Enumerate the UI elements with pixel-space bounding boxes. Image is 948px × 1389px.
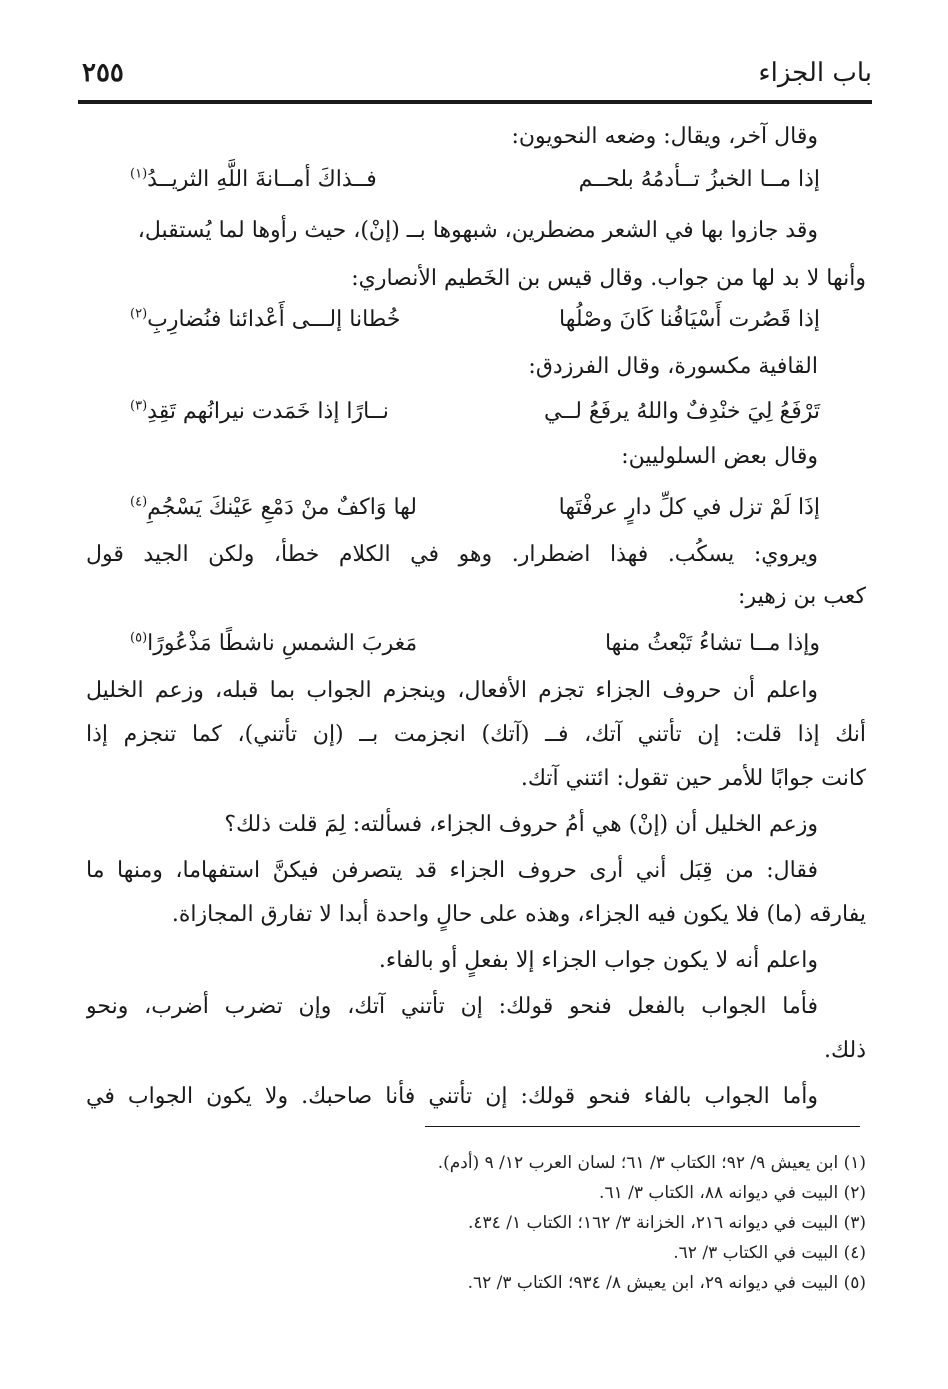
verse-second-text: خُطانا إلـــى أَعْدائنا فنُضارِبِ bbox=[147, 307, 401, 332]
chapter-title: باب الجزاء bbox=[758, 58, 872, 88]
verse-line bbox=[130, 488, 820, 528]
verse-second-hemistich bbox=[130, 300, 400, 340]
verse-second-text: لها وَاكفٌ منْ دَمْعِ عَيْنكَ يَسْجُمِ bbox=[147, 495, 417, 520]
running-header bbox=[78, 56, 872, 100]
text-line: أنك إذا قلت: إن تأتني آتك، فــ (آتك) انجزمت بــ (إن تأتني)، كما تنجزم إذا bbox=[86, 722, 866, 747]
footnote-ref: (١) bbox=[130, 166, 148, 182]
verse-line bbox=[130, 624, 820, 664]
text-line: فأما الجواب بالفعل فنحو قولك: إن تأتني آتك، وإن تضرب أضرب، ونحو bbox=[86, 994, 818, 1019]
footnote-separator bbox=[425, 1126, 860, 1127]
verse-second-hemistich bbox=[130, 624, 417, 664]
text-line: القافية مكسورة، وقال الفرزدق: bbox=[528, 354, 818, 379]
footnote: (٤) البيت في الكتاب ٣/ ٦٢. bbox=[673, 1243, 866, 1263]
footnote-ref: (٤) bbox=[130, 494, 148, 510]
footnote: (٢) البيت في ديوانه ٨٨، الكتاب ٣/ ٦١. bbox=[599, 1183, 866, 1203]
verse-line bbox=[130, 160, 820, 200]
verse-second-text: مَغربَ الشمسِ ناشطًا مَذْعُورًا bbox=[147, 631, 418, 656]
verse-line bbox=[130, 300, 820, 340]
text-line: كعب بن زهير: bbox=[738, 584, 866, 609]
footnote-ref: (٢) bbox=[130, 306, 148, 322]
verse-line bbox=[130, 392, 820, 432]
text-line: وقال بعض السلوليين: bbox=[621, 444, 818, 469]
text-line: كانت جوابًا للأمر حين تقول: ائتني آتك. bbox=[520, 766, 866, 791]
text-line: واعلم أنه لا يكون جواب الجزاء إلا بفعلٍ أو بالفاء. bbox=[378, 948, 818, 973]
footnote-ref: (٣) bbox=[130, 398, 148, 414]
verse-first-hemistich: إذا قَصُرت أَسْيَافُنا كَانَ وصْلُها bbox=[559, 307, 820, 332]
verse-second-hemistich bbox=[130, 160, 377, 200]
text-line: وقال آخر، ويقال: وضعه النحويون: bbox=[511, 124, 818, 149]
text-line: وأنها لا بد لها من جواب. وقال قيس بن الخَطيم الأنصاري: bbox=[351, 266, 866, 291]
footnote: (١) ابن يعيش ٩/ ٩٢؛ الكتاب ٣/ ٦١؛ لسان العرب ١٢/ ٩ (أدم). bbox=[437, 1153, 866, 1173]
text-line: وقد جازوا بها في الشعر مضطرين، شبهوها بــ (إنْ)، حيث رأوها لما يُستقبل، bbox=[137, 218, 818, 243]
footnote-ref: (٥) bbox=[130, 630, 148, 646]
text-line: واعلم أن حروف الجزاء تجزم الأفعال، وينجزم الجواب بما قبله، وزعم الخليل bbox=[86, 678, 818, 703]
text-line: وزعم الخليل أن (إنْ) هي أمُ حروف الجزاء، فسألته: لِمَ قلت ذلك؟ bbox=[224, 812, 818, 837]
header-rule bbox=[78, 100, 872, 104]
text-line: ويروي: يسكُب. فهذا اضطرار. وهو في الكلام خطأ، ولكن الجيد قول bbox=[86, 542, 818, 567]
footnote: (٥) البيت في ديوانه ٢٩، ابن يعيش ٨/ ٩٣٤؛ الكتاب ٣/ ٦٢. bbox=[467, 1273, 866, 1293]
text-line: ذلك. bbox=[823, 1038, 866, 1063]
page-number: ٢٥٥ bbox=[82, 58, 124, 88]
text-line: وأما الجواب بالفاء فنحو قولك: إن تأتني فأنا صاحبك. ولا يكون الجواب في bbox=[86, 1084, 818, 1109]
verse-first-hemistich: وإذا مــا تشاءُ تَبْعثُ منها bbox=[604, 631, 820, 656]
verse-first-hemistich: إذا مــا الخبزُ تــأدمُهُ بلحــم bbox=[578, 167, 820, 192]
verse-first-hemistich: إذَا لَمْ تزل في كلِّ دارٍ عرفْتَها bbox=[558, 495, 820, 520]
text-line: فقال: من قِبَل أني أرى حروف الجزاء قد يتصرفن فيكنَّ استفهاما، ومنها ما bbox=[86, 858, 818, 883]
verse-second-hemistich bbox=[130, 488, 417, 528]
verse-first-hemistich: تَرْفَعُ لِيَ خنْدِفٌ واللهُ يرفَعُ لــي bbox=[543, 399, 820, 424]
verse-second-text: فــذاكَ أمــانةَ اللَّهِ الثريــدُ bbox=[147, 167, 377, 192]
footnote: (٣) البيت في ديوانه ٢١٦، الخزانة ٣/ ١٦٢؛ الكتاب ١/ ٤٣٤. bbox=[468, 1213, 866, 1233]
verse-second-hemistich bbox=[130, 392, 389, 432]
verse-second-text: نــارًا إذا خَمَدت نيرانُهم تَقِدِ bbox=[147, 399, 389, 424]
text-line: يفارقه (ما) فلا يكون فيه الجزاء، وهذه على حالٍ واحدة أبدا لا تفارق المجازاة. bbox=[171, 902, 866, 927]
